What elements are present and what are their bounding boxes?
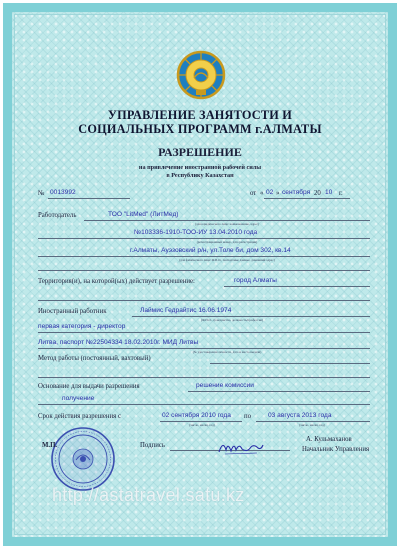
basis-label: Основание для выдачи разрешения: [38, 383, 140, 390]
head-title: Начальник Управления: [302, 446, 370, 453]
validity-from-note: (число, месяц, год): [189, 423, 215, 427]
issue-year-prefix: 20: [314, 190, 321, 197]
document-type-title: РАЗРЕШЕНИЕ: [158, 145, 242, 159]
permit-number: 0013992: [50, 189, 76, 196]
employer-label: Работодатель: [38, 212, 77, 219]
validity-to: 03 августа 2013 года: [268, 412, 332, 419]
worker-note: (Ф.И.О., гражданство, должность/профессия): [201, 318, 263, 322]
address-note: (для физического лица: Ф.И.О., паспортные данные, домашний адрес): [179, 258, 275, 262]
permit-document: УПРАВЛЕНИЕ ЗАНЯТОСТИ И СОЦИАЛЬНЫХ ПРОГРАММ г.АЛМАТЫ РАЗРЕШЕНИЕ на привлечение иностранной рабочей силы в Республику Казахстан № 0013992 от « 02 » сентября 20 10 г. Работодатель ТОО "LitMed" (ЛитМед) (для юридического лица: наименование, адрес) №103336-1910-ТОО-ИУ 13.04.2010 года (регистрационный номер, дата регистрации) г.Алматы, Ауэзовский р/н, ул.Толе би, дом 302, кв.14 (для физического лица: Ф.И.О., паспортные данные, домашний адрес) Территория(и), на которой(ых) действует разрешение: город Алматы Иностранный работник Лаймис Гедрайтис 16.06.1974 (Ф.И.О., гражданство, должность/профессия) первая категория - директор Литва, паспорт №22504334 18.02.2010г. МИД Литвы (№ удостоверения личности, дата и место выдачи) Метод работы (постоянный, вахтовый) Основание для выдачи разрешения решение комиссии получение Срок действия разрешения с 02 сентября 2010 года по 03 августа 2013 года (число, месяц, год) (число, месяц, год) М.П. Подпись А. Кульмаханов Начальник Управления http://astatravel.satu.kz: [3, 3, 397, 546]
registration-note: (регистрационный номер, дата регистрации): [196, 240, 258, 244]
document-subtitle-line2: в Республику Казахстан: [166, 172, 234, 179]
territory-value: город Алматы: [234, 277, 277, 284]
basis-value: решение комиссии: [196, 382, 254, 389]
passport-value: Литва, паспорт №22504334 18.02.2010г. МИД Литвы: [38, 339, 199, 346]
territory-label: Территория(и), на которой(ых) действует разрешение:: [38, 278, 195, 285]
validity-from: 02 сентября 2010 года: [162, 412, 231, 419]
issue-date-year: 10: [325, 189, 333, 196]
validity-label: Срок действия разрешения с: [38, 413, 121, 420]
number-sign: №: [38, 190, 45, 197]
issue-year-suffix: г.: [339, 190, 343, 197]
employer-value: ТОО "LitMed" (ЛитМед): [108, 211, 179, 218]
method-label: Метод работы (постоянный, вахтовый): [38, 355, 151, 362]
signature-label: Подпись: [140, 442, 165, 449]
handwritten-signature: [217, 436, 265, 458]
employer-note: (для юридического лица: наименование, адрес): [194, 222, 260, 226]
date-from-label: от: [250, 190, 257, 197]
registration-value: №103336-1910-ТОО-ИУ 13.04.2010 года: [134, 229, 258, 236]
issue-date-day: 02: [266, 189, 274, 196]
issuer-title-line1: УПРАВЛЕНИЕ ЗАНЯТОСТИ И: [107, 108, 293, 122]
basis-value-line2: получение: [62, 395, 95, 402]
stamp-place-label: М.П.: [42, 442, 58, 449]
worker-label: Иностранный работник: [38, 308, 107, 315]
passport-note: (№ удостоверения личности, дата и место выдачи): [192, 350, 262, 354]
issuer-title-line2: СОЦИАЛЬНЫХ ПРОГРАММ г.АЛМАТЫ: [78, 122, 322, 136]
validity-to-label: по: [244, 413, 252, 420]
head-name: А. Кульмаханов: [306, 436, 352, 443]
category-value: первая категория - директор: [38, 323, 126, 330]
watermark-url: http://astatravel.satu.kz: [52, 485, 245, 505]
validity-to-note: (число, месяц, год): [299, 423, 325, 427]
kazakhstan-emblem-icon: [176, 50, 226, 100]
address-value: г.Алматы, Ауэзовский р/н, ул.Толе би, дом 302, кв.14: [130, 247, 291, 254]
issue-date-month: сентября: [282, 189, 311, 196]
worker-value: Лаймис Гедрайтис 16.06.1974: [140, 307, 232, 314]
official-seal-icon: [50, 426, 116, 492]
document-subtitle-line1: на привлечение иностранной рабочей силы: [138, 164, 262, 171]
